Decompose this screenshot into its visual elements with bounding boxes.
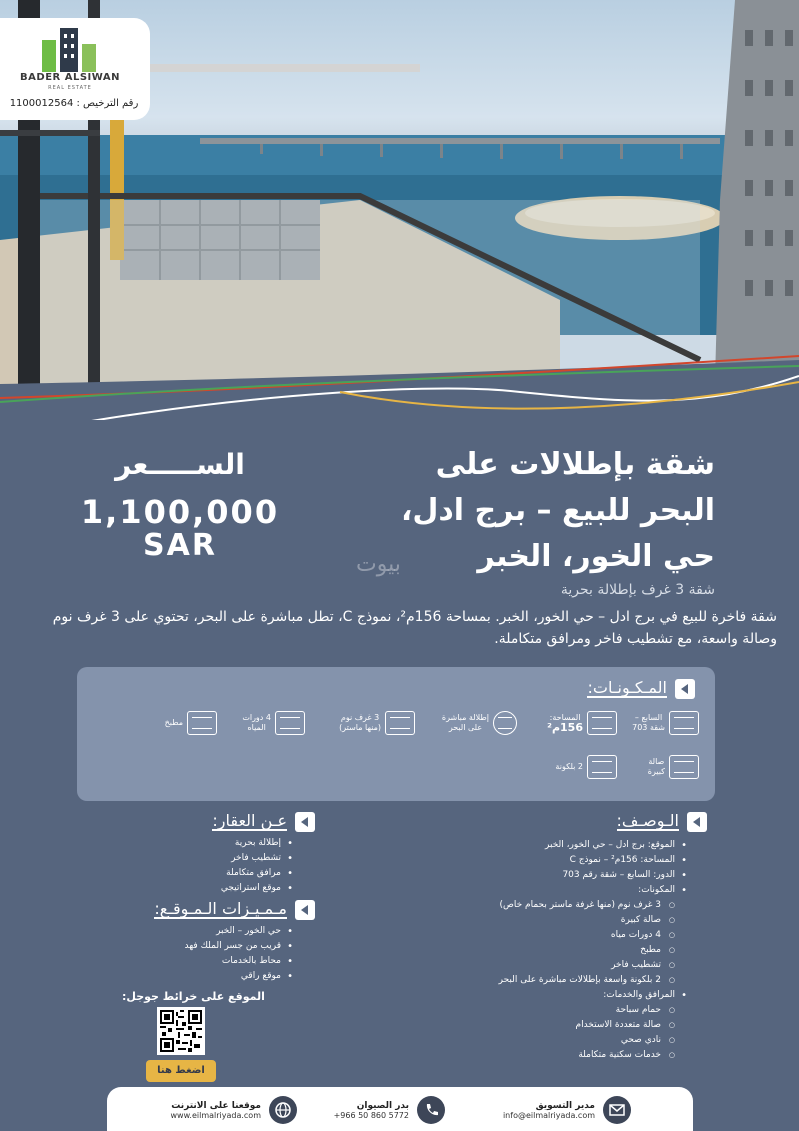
about-heading-text: عـن العقار: <box>212 811 287 830</box>
kitchen-icon <box>187 711 217 735</box>
list-item: ○ مطبخ <box>387 943 687 958</box>
phone-icon <box>417 1096 445 1124</box>
building-icon <box>669 711 699 735</box>
list-item: • المكونات: <box>387 883 687 898</box>
logo-brand-name: BADER ALSIWAN <box>20 72 120 83</box>
section-arrow-icon <box>295 900 315 920</box>
area-icon <box>587 711 617 735</box>
component-hall: صالة كبيرة <box>648 755 699 779</box>
location-heading-text: مـمـيـزات الـمـوقـع: <box>154 899 287 918</box>
list-item: ○ 2 بلكونة واسعة بإطلالات مباشرة على البحر <box>387 973 687 988</box>
list-item: ○ نادي صحي <box>387 1033 687 1048</box>
company-logo-icon <box>38 26 100 72</box>
list-item: • الدور: السابع – شقة رقم 703 <box>387 868 687 883</box>
list-item: • حي الخور – الخبر <box>93 924 293 939</box>
phone-number[interactable]: +966 50 860 5772 <box>333 1110 409 1120</box>
qr-code-icon <box>160 1010 202 1052</box>
list-item: ○ صالة كبيرة <box>387 913 687 928</box>
phone-contact[interactable] <box>334 1096 445 1124</box>
list-item: ○ حمام سباحة <box>387 1003 687 1018</box>
components-heading <box>587 679 695 699</box>
component-sea-view: إطلالة مباشرة على البحر <box>442 711 517 735</box>
list-item: • مرافق متكاملة <box>93 866 293 881</box>
listing-description: شقة فاخرة للبيع في برج ادل – حي الخور، الخبر. بمساحة 156م²، نموذج C، تطل مباشرة على البحر، تحتوي على 3 غرف نوم وصالة واسعة، مع تشطيب فاخر ومرافق متكاملة. <box>52 609 777 647</box>
open-map-button[interactable]: اضغط هنا <box>146 1060 216 1082</box>
component-balcony: 2 بلكونة <box>555 755 617 779</box>
component-bathrooms: 4 دورات المياه <box>242 711 305 735</box>
watermark: بيوت <box>356 552 401 577</box>
component-bedrooms: 3 غرف نوم (منها ماستر) <box>339 711 415 735</box>
about-heading <box>212 812 315 832</box>
marketing-email[interactable]: info@eilmalriyada.com <box>502 1110 595 1120</box>
location-list <box>93 924 293 984</box>
bathtub-icon <box>275 711 305 735</box>
list-item: ○ 4 دورات مياه <box>387 928 687 943</box>
title-line-3: حي الخور، الخبر <box>477 539 715 574</box>
title-line-1: شقة بإطلالات على <box>435 447 715 482</box>
list-item: • محاط بالخدمات <box>93 954 293 969</box>
list-item: • المساحة: 156م² – نموذج C <box>387 853 687 868</box>
list-item: ○ تشطيب فاخر <box>387 958 687 973</box>
list-item: • قريب من جسر الملك فهد <box>93 939 293 954</box>
logo-tagline: REAL ESTATE <box>48 85 92 91</box>
price-currency: SAR <box>143 528 217 563</box>
license-number: رقم الترخيص : 1100012564 <box>9 98 139 109</box>
title-line-2: البحر للبيع – برج ادل، <box>400 493 715 528</box>
website-title: موقعنا على الانترنت <box>171 1100 261 1111</box>
qr-code[interactable] <box>157 1007 205 1055</box>
list-item: • الموقع: برج ادل – حي الخور، الخبر <box>387 838 687 853</box>
component-area: المساحة: 156م² <box>547 711 617 735</box>
list-item: • إطلالة بحرية <box>93 836 293 851</box>
section-arrow-icon <box>687 812 707 832</box>
section-arrow-icon <box>675 679 695 699</box>
price-label: الســـــعر <box>115 448 245 481</box>
phone-owner-name: بدر الصيوان <box>356 1100 409 1111</box>
list-item: • المرافق والخدمات: <box>387 988 687 1003</box>
sofa-icon <box>669 755 699 779</box>
description-list <box>387 838 687 1063</box>
mail-icon <box>603 1096 631 1124</box>
balcony-icon <box>587 755 617 779</box>
list-item: • موقع استراتيجي <box>93 881 293 896</box>
website-url[interactable]: www.eilmalriyada.com <box>170 1110 261 1120</box>
section-arrow-icon <box>295 812 315 832</box>
description-heading-text: الـوصـف: <box>616 811 679 830</box>
contact-footer <box>107 1087 693 1131</box>
listing-title <box>355 442 715 580</box>
logo-card <box>0 18 150 120</box>
bed-icon <box>385 711 415 735</box>
marketing-title: مدير التسويق <box>535 1100 595 1111</box>
list-item: • موقع راقي <box>93 969 293 984</box>
list-item: ○ خدمات سكنية متكاملة <box>387 1048 687 1063</box>
price-value: 1,100,000 <box>80 493 280 531</box>
about-list <box>93 836 293 896</box>
list-item: ○ صالة متعددة الاستخدام <box>387 1018 687 1033</box>
list-item: • تشطيب فاخر <box>93 851 293 866</box>
description-heading <box>617 812 708 832</box>
sea-view-icon <box>493 711 517 735</box>
listing-subtitle: شقة 3 غرف بإطلالة بحرية <box>560 582 715 598</box>
components-card <box>77 667 715 801</box>
component-floor: السابع – شقة 703 <box>632 711 699 735</box>
component-kitchen: مطبخ <box>165 711 217 735</box>
location-heading <box>154 900 315 920</box>
globe-icon <box>269 1096 297 1124</box>
map-label: الموقع على خرائط جوجل: <box>122 990 265 1003</box>
list-item: ○ 3 غرف نوم (منها غرفة ماستر بحمام خاص) <box>387 898 687 913</box>
marketing-contact[interactable] <box>503 1096 631 1124</box>
website-contact[interactable] <box>171 1096 297 1124</box>
components-heading-text: المـكـونـات: <box>587 678 667 697</box>
